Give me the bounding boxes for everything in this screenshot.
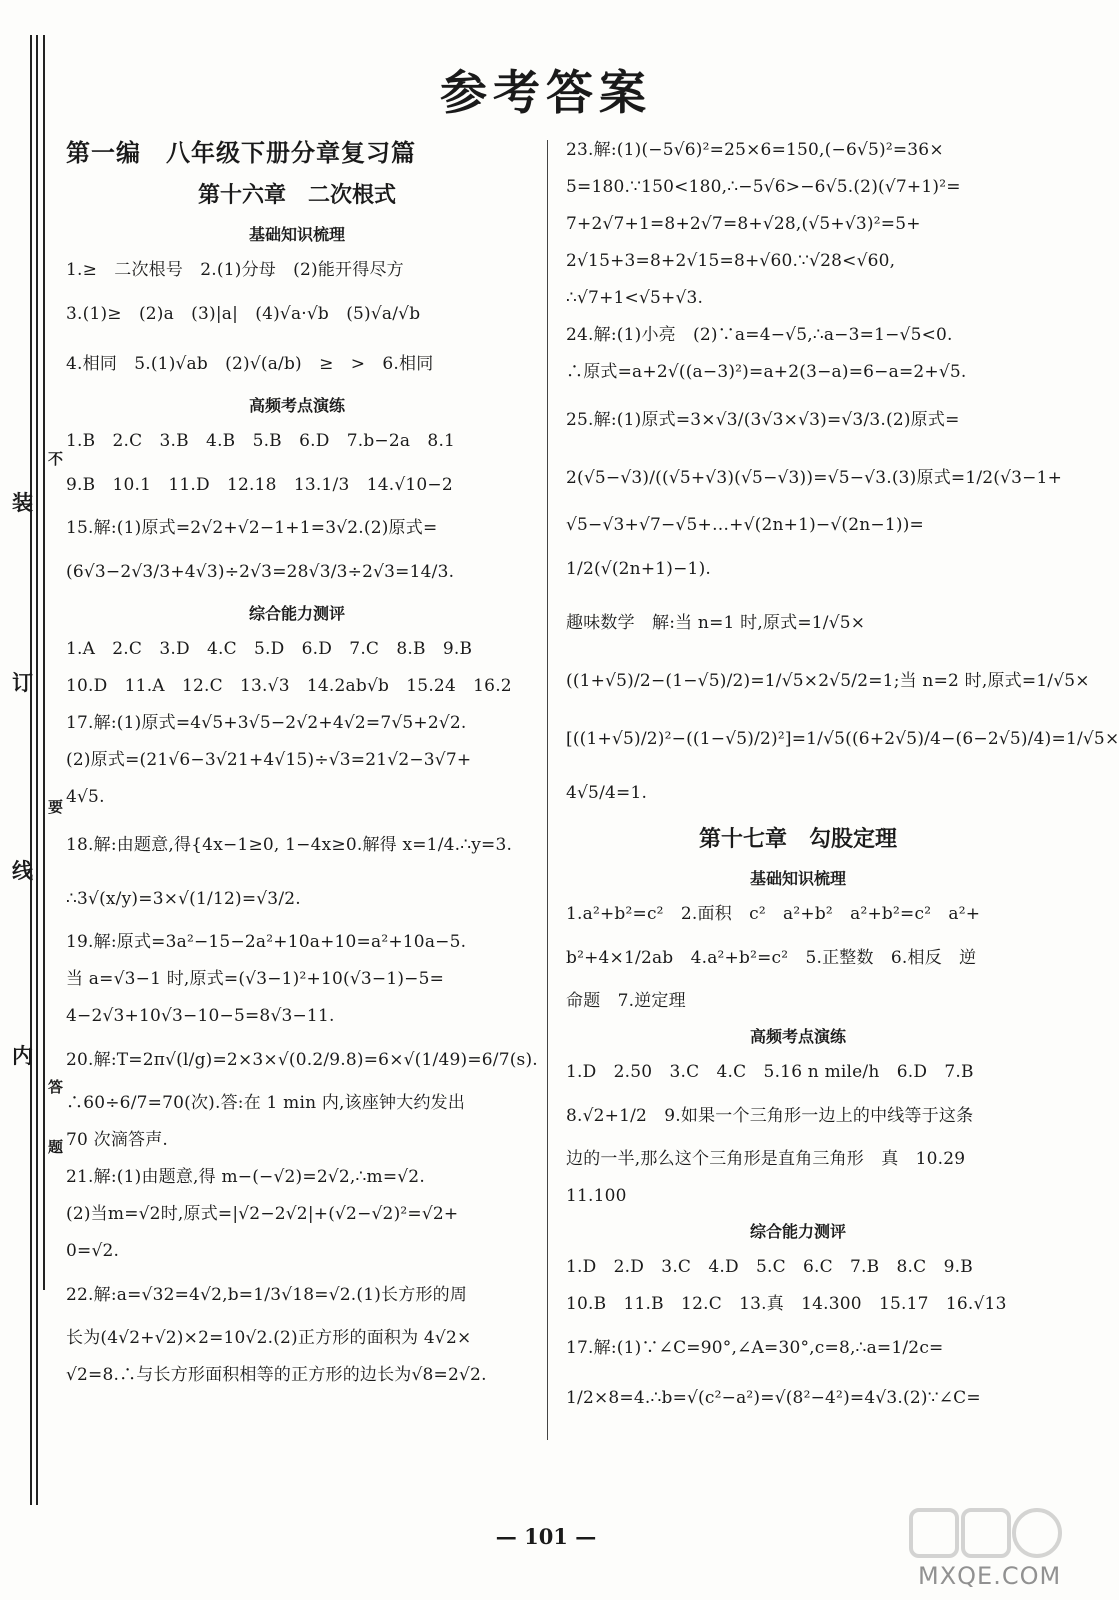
- answer-line: (6√3−2√3/3+4√3)÷2√3=28√3/3÷2√3=14/3.: [66, 562, 455, 582]
- answer-line: 1.a²+b²=c² 2.面积 c² a²+b² a²+b²=c² a²+: [566, 904, 981, 924]
- binding-line: [30, 1205, 32, 1505]
- answer-line: 18.解:由题意,得{4x−1≥0, 1−4x≥0.解得 x=1/4.∴y=3.: [66, 835, 513, 855]
- section-heading: 高频考点演练: [749, 1027, 846, 1046]
- answer-line: 1.≥ 二次根号 2.(1)分母 (2)能开得尽方: [66, 260, 404, 280]
- left-column: [66, 132, 538, 1394]
- answer-line: 22.解:a=√32=4√2,b=1/3√18=√2.(1)长方形的周: [66, 1285, 468, 1305]
- answer-line: ∴√7+1<√5+√3.: [566, 288, 704, 308]
- margin-label: 线: [12, 858, 33, 883]
- margin-label: 内: [12, 1043, 33, 1068]
- binding-line: [30, 35, 32, 1290]
- answer-line: 3.(1)≥ (2)a (3)|a| (4)√a·√b (5)√a/√b: [66, 304, 421, 324]
- margin-label: 题: [48, 1138, 64, 1156]
- answer-line: 9.B 10.1 11.D 12.18 13.1/3 14.√10−2: [66, 475, 453, 495]
- answer-line: 长为(4√2+√2)×2=10√2.(2)正方形的面积为 4√2×: [66, 1328, 472, 1348]
- chapter-heading: 第十六章 二次根式: [197, 183, 396, 208]
- binding-line: [36, 35, 38, 1290]
- answer-line: 10.B 11.B 12.C 13.真 14.300 15.17 16.√13: [566, 1294, 1007, 1314]
- answer-line: 4−2√3+10√3−10−5=8√3−11.: [66, 1006, 335, 1026]
- margin-label: 不: [48, 450, 64, 468]
- answer-line: ∴60÷6/7=70(次).答:在 1 min 内,该座钟大约发出: [66, 1093, 466, 1113]
- margin-label: 答: [48, 1078, 64, 1096]
- section-heading: 基础知识梳理: [248, 225, 345, 244]
- answer-line: 15.解:(1)原式=2√2+√2−1+1=3√2.(2)原式=: [66, 518, 438, 538]
- margin-label: 装: [12, 490, 33, 515]
- answer-line: (2)当m=√2时,原式=|√2−2√2|+(√2−√2)²=√2+: [66, 1204, 459, 1224]
- answer-line: 4.相同 5.(1)√ab (2)√(a/b) ≥ > 6.相同: [66, 354, 434, 374]
- binding-line: [43, 35, 45, 1290]
- answer-line: 1.B 2.C 3.B 4.B 5.B 6.D 7.b−2a 8.1: [66, 431, 456, 451]
- answer-line: 当 a=√3−1 时,原式=(√3−1)²+10(√3−1)−5=: [66, 969, 445, 989]
- answer-line: 5=180.∵150<180,∴−5√6>−6√5.(2)(√7+1)²=: [566, 177, 961, 197]
- answer-line: [((1+√5)/2)²−((1−√5)/2)²]=1/√5((6+2√5)/4−(6−2√5)/4)=1/√5×: [566, 729, 1119, 749]
- answer-line: 24.解:(1)小亮 (2)∵a=4−√5,∴a−3=1−√5<0.: [566, 325, 953, 345]
- answer-line: 1.D 2.D 3.C 4.D 5.C 6.C 7.B 8.C 9.B: [566, 1257, 973, 1277]
- watermark-text: MXQE.COM: [918, 1562, 1062, 1590]
- answer-line: 4√5/4=1.: [566, 783, 648, 803]
- right-column: [566, 132, 1119, 1423]
- answer-line: ((1+√5)/2−(1−√5)/2)=1/√5×2√5/2=1;当 n=2 时,原式=1/√5×: [566, 671, 1090, 691]
- answer-line: (2)原式=(21√6−3√21+4√15)÷√3=21√2−3√7+: [66, 750, 472, 770]
- answer-line: 25.解:(1)原式=3×√3/(3√3×√3)=√3/3.(2)原式=: [566, 410, 960, 430]
- chapter-heading: 第十七章 勾股定理: [698, 827, 897, 852]
- answer-line: 70 次滴答声.: [66, 1130, 169, 1150]
- margin-label: 订: [12, 670, 33, 695]
- answer-line: ∴3√(x/y)=3×√(1/12)=√3/2.: [66, 889, 301, 909]
- margin-label: 要: [48, 798, 64, 816]
- section-heading: 基础知识梳理: [749, 869, 846, 888]
- answer-line: 19.解:原式=3a²−15−2a²+10a+10=a²+10a−5.: [66, 932, 467, 952]
- answer-line: √2=8.∴与长方形面积相等的正方形的边长为√8=2√2.: [66, 1365, 487, 1385]
- answer-line: 21.解:(1)由题意,得 m−(−√2)=2√2,∴m=√2.: [66, 1167, 425, 1187]
- answer-line: 命题 7.逆定理: [566, 991, 686, 1011]
- part-heading: 第一编 八年级下册分章复习篇: [66, 139, 416, 167]
- answer-line: 趣味数学 解:当 n=1 时,原式=1/√5×: [566, 613, 866, 633]
- answer-line: 17.解:(1)∵∠C=90°,∠A=30°,c=8,∴a=1/2c=: [566, 1338, 944, 1358]
- column-divider: [547, 140, 548, 1440]
- answer-line: b²+4×1/2ab 4.a²+b²=c² 5.正整数 6.相反 逆: [566, 948, 977, 968]
- answer-line: 4√5.: [66, 787, 105, 807]
- answer-line: √5−√3+√7−√5+…+√(2n+1)−√(2n−1))=: [566, 515, 924, 535]
- answer-line: 23.解:(1)(−5√6)²=25×6=150,(−6√5)²=36×: [566, 140, 944, 160]
- section-heading: 综合能力测评: [749, 1222, 846, 1241]
- answer-line: 1/2(√(2n+1)−1).: [566, 559, 712, 579]
- answer-line: ∴原式=a+2√((a−3)²)=a+2(3−a)=6−a=2+√5.: [566, 362, 967, 382]
- answer-line: 11.100: [566, 1186, 627, 1206]
- answer-line: 8.√2+1/2 9.如果一个三角形一边上的中线等于这条: [566, 1106, 974, 1126]
- answer-line: 0=√2.: [66, 1241, 120, 1261]
- answer-line: 17.解:(1)原式=4√5+3√5−2√2+4√2=7√5+2√2.: [66, 713, 467, 733]
- answer-line: 2(√5−√3)/((√5+√3)(√5−√3))=√5−√3.(3)原式=1/2(√3−1+: [566, 468, 1063, 488]
- answer-line: 1.D 2.50 3.C 4.C 5.16 n mile/h 6.D 7.B: [566, 1062, 974, 1082]
- answer-line: 1/2×8=4.∴b=√(c²−a²)=√(8²−4²)=4√3.(2)∵∠C=: [566, 1388, 981, 1408]
- section-heading: 高频考点演练: [248, 396, 345, 415]
- answer-line: 1.A 2.C 3.D 4.C 5.D 6.D 7.C 8.B 9.B: [66, 639, 473, 659]
- answer-line: 边的一半,那么这个三角形是直角三角形 真 10.29: [566, 1149, 966, 1169]
- answer-line: 20.解:T=2π√(l/g)=2×3×√(0.2/9.8)=6×√(1/49)=6/7(s).: [66, 1050, 538, 1070]
- answer-line: 10.D 11.A 12.C 13.√3 14.2ab√b 15.24 16.2: [66, 676, 512, 696]
- page-title: 参考答案: [440, 66, 652, 121]
- binding-line: [36, 1205, 38, 1505]
- answer-line: 2√15+3=8+2√15=8+√60.∵√28<√60,: [566, 251, 896, 271]
- section-heading: 综合能力测评: [248, 604, 345, 623]
- answer-line: 7+2√7+1=8+2√7=8+√28,(√5+√3)²=5+: [566, 214, 921, 234]
- page-number: — 101 —: [495, 1524, 597, 1549]
